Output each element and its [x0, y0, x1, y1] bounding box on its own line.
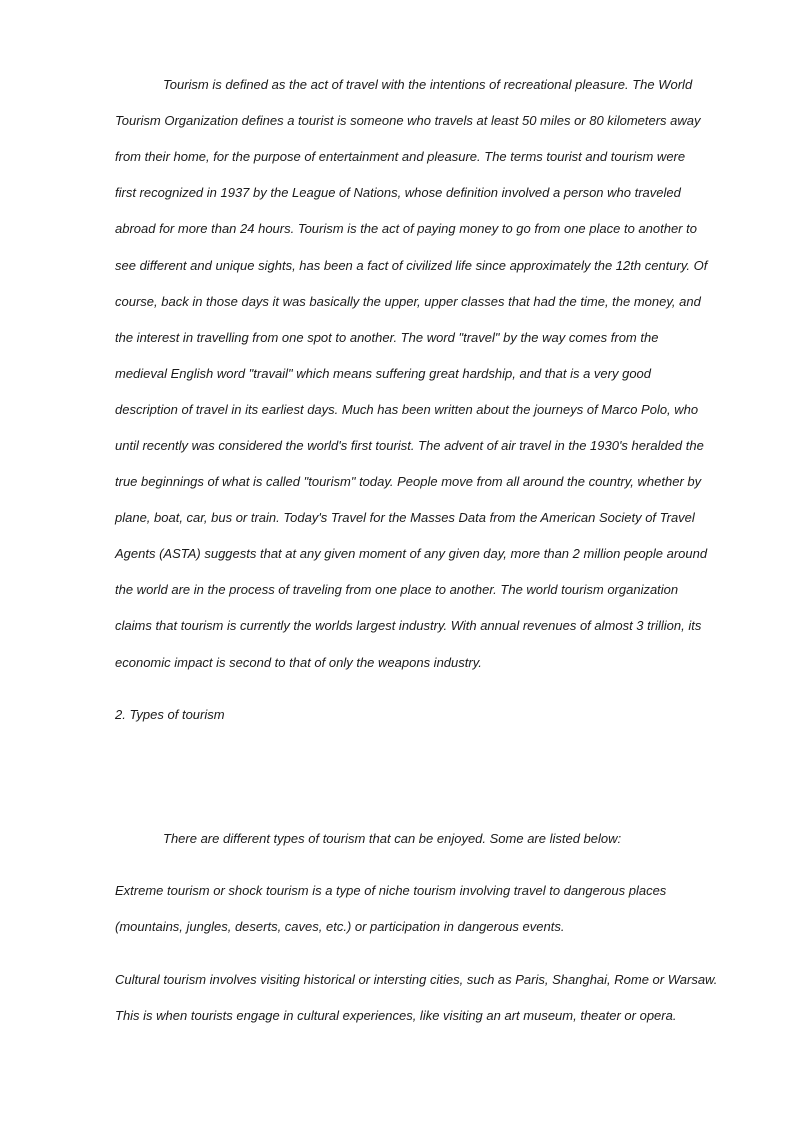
paragraph-line: the world are in the process of traveling from one place to another. The world tourism organization: [115, 582, 679, 597]
paragraph-line: This is when tourists engage in cultural experiences, like visiting an art museum, theater or opera.: [115, 1008, 677, 1023]
paragraph-line: until recently was considered the world's first tourist. The advent of air travel in the 1930's heralded the: [115, 438, 704, 453]
paragraph-line: see different and unique sights, has been a fact of civilized life since approximately the 12th century. Of: [115, 258, 708, 273]
paragraph-line: plane, boat, car, bus or train. Today's Travel for the Masses Data from the American Society of Travel: [115, 510, 695, 525]
paragraph-line: the interest in travelling from one spot to another. The word "travel" by the way comes from the: [115, 330, 659, 345]
paragraph-line: from their home, for the purpose of entertainment and pleasure. The terms tourist and tourism were: [115, 149, 686, 164]
paragraph-line: course, back in those days it was basically the upper, upper classes that had the time, the money, and: [115, 294, 701, 309]
paragraph-line: first recognized in 1937 by the League of Nations, whose definition involved a person who traveled: [115, 185, 681, 200]
paragraph-line: medieval English word "travail" which means suffering great hardship, and that is a very good: [115, 366, 652, 381]
paragraph-line: economic impact is second to that of only the weapons industry.: [115, 655, 482, 670]
paragraph-line: Tourism Organization defines a tourist is someone who travels at least 50 miles or 80 kilometers away: [115, 113, 701, 128]
paragraph-line: Cultural tourism involves visiting historical or intersting cities, such as Paris, Shanghai, Rome or Warsaw.: [115, 972, 718, 987]
paragraph-line: claims that tourism is currently the worlds largest industry. With annual revenues of almost 3 trillion, its: [115, 618, 702, 633]
paragraph-line: description of travel in its earliest days. Much has been written about the journeys of Marco Polo, who: [115, 402, 699, 417]
paragraph-line: Extreme tourism or shock tourism is a type of niche tourism involving travel to dangerous places: [115, 883, 667, 898]
paragraph-line: abroad for more than 24 hours. Tourism is the act of paying money to go from one place to another to: [115, 221, 697, 236]
paragraph-line: Tourism is defined as the act of travel with the intentions of recreational pleasure. The World: [163, 77, 693, 92]
section-heading: 2. Types of tourism: [115, 707, 225, 722]
types-intro-line: There are different types of tourism that can be enjoyed. Some are listed below:: [163, 831, 622, 846]
paragraph-line: Agents (ASTA) suggests that at any given moment of any given day, more than 2 million people around: [115, 546, 708, 561]
paragraph-line: (mountains, jungles, deserts, caves, etc.) or participation in dangerous events.: [115, 919, 565, 934]
paragraph-line: true beginnings of what is called "tourism" today. People move from all around the country, whether by: [115, 474, 702, 489]
